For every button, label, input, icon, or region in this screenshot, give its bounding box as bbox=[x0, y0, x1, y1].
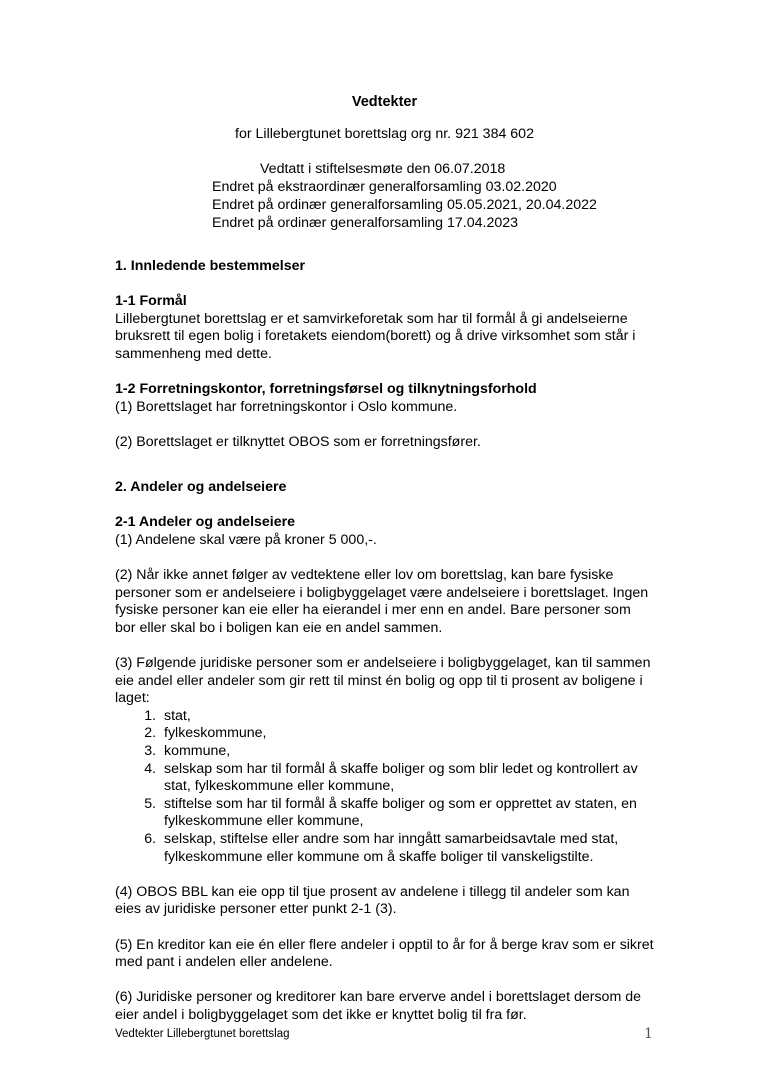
subsection-heading: 1-1 Formål bbox=[115, 293, 187, 310]
document-subtitle: for Lillebergtunet borettslag org nr. 921 384 602 bbox=[235, 126, 534, 142]
page-number: 1 bbox=[644, 1026, 653, 1042]
document-body bbox=[115, 258, 655, 1025]
adoption-history bbox=[212, 160, 597, 232]
adoption-line: Vedtatt i stiftelsesmøte den 06.07.2018 bbox=[260, 161, 506, 177]
list-item: 1. stat, bbox=[160, 708, 655, 726]
subsection-heading: 1-2 Forretningskontor, forretningsførsel og tilknytningsforhold bbox=[115, 381, 537, 398]
list-item: 5. stiftelse som har til formål å skaffe boliger og som er opprettet av staten, en fylkeskommune eller kommune, bbox=[160, 796, 655, 831]
paragraph: (1) Andelene skal være på kroner 5 000,-. bbox=[115, 531, 377, 548]
paragraph: (1) Borettslaget har forretningskontor i Oslo kommune. bbox=[115, 398, 458, 415]
subsection-heading: 2-1 Andeler og andelseiere bbox=[115, 514, 296, 531]
paragraph: (4) OBOS BBL kan eie opp til tjue prosent av andelene i tillegg til andeler som kan eies av juridiske personer etter punkt 2-1 (3). bbox=[115, 883, 630, 918]
document-title: Vedtekter bbox=[351, 94, 418, 110]
paragraph: Lillebergtunet borettslag er et samvirkeforetak som har til formål å gi andelseierne bruksrett til egen bolig i foretakets eiendom(borett) og å drive virksomhet som står i sammenheng med dette. bbox=[115, 310, 636, 362]
paragraph: (3) Følgende juridiske personer som er andelseiere i boligbyggelaget, kan til sammen eie andel eller andeler som gir rett til minst én bolig og opp til ti prosent av boligene i laget: bbox=[115, 655, 651, 707]
paragraph: (5) En kreditor kan eie én eller flere andeler i opptil to år for å berge krav som er sikret med pant i andelen eller andelene. bbox=[115, 936, 654, 971]
amendment-line: Endret på ordinær generalforsamling 17.04.2023 bbox=[212, 215, 519, 231]
footer-text: Vedtekter Lillebergtunet borettslag bbox=[115, 1028, 290, 1040]
section-heading: 1. Innledende bestemmelser bbox=[115, 258, 306, 274]
paragraph: (2) Borettslaget er tilknyttet OBOS som er forretningsfører. bbox=[115, 433, 481, 450]
numbered-list bbox=[115, 708, 655, 866]
amendment-line: Endret på ordinær generalforsamling 05.05.2021, 20.04.2022 bbox=[212, 197, 597, 213]
paragraph: (6) Juridiske personer og kreditorer kan bare erverve andel i borettslaget dersom de eier andel i boligbyggelaget som det ikke er knyttet bolig til fra før. bbox=[115, 989, 641, 1023]
list-item: 2. fylkeskommune, bbox=[160, 725, 655, 743]
amendment-line: Endret på ekstraordinær generalforsamling 03.02.2020 bbox=[212, 179, 557, 195]
list-item: 3. kommune, bbox=[160, 743, 655, 761]
section-heading: 2. Andeler og andelseiere bbox=[115, 479, 287, 496]
list-item: 6. selskap, stiftelse eller andre som har inngått samarbeidsavtale med stat, fylkeskommune eller kommune om å skaffe boliger til vanskeligstilte. bbox=[160, 831, 655, 866]
list-item: 4. selskap som har til formål å skaffe boliger og som blir ledet og kontrollert av stat, fylkeskommune eller kommune, bbox=[160, 761, 655, 796]
paragraph: (2) Når ikke annet følger av vedtektene eller lov om borettslag, kan bare fysiske personer som er andelseiere i boligbyggelaget være andelseiere i borettslaget. Ingen fysiske personer kan eie eller ha eierandel i mer enn en andel. Bare personer som bor eller skal bo i boligen kan eie en andel sammen. bbox=[115, 567, 649, 636]
